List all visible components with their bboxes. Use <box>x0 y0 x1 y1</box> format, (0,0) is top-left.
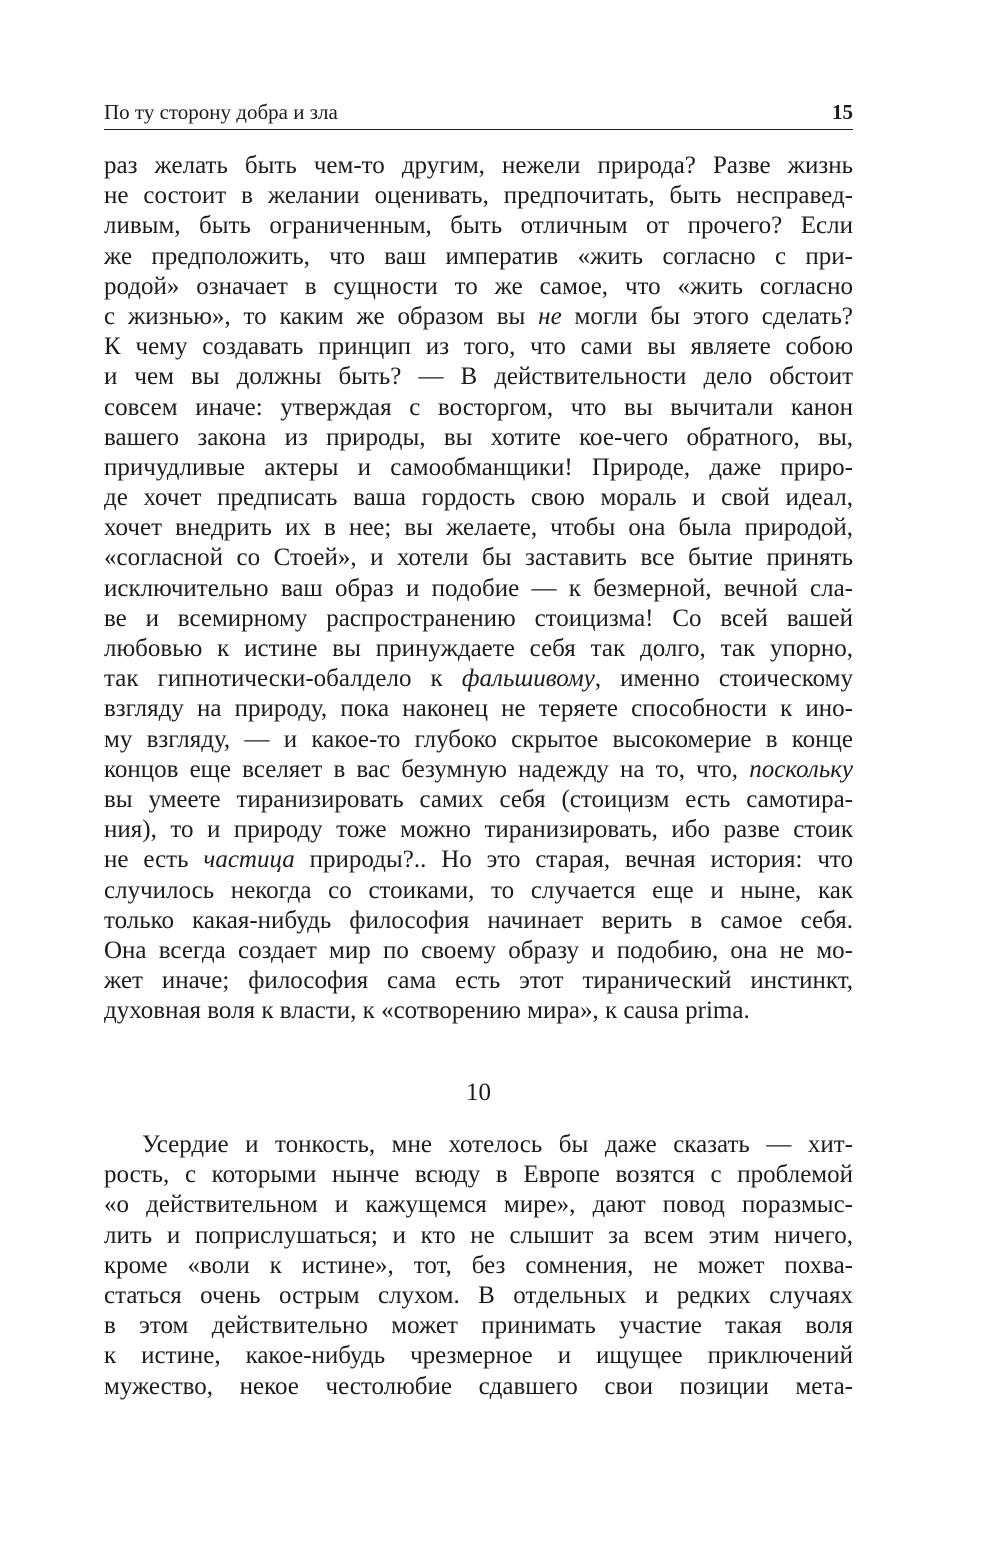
text-line <box>104 664 853 694</box>
text-line: родой» означает в сущности то же самое, что «жить согласно <box>104 272 853 300</box>
text-line: рость, с которыми нынче всюду в Европе возятся с проблемой <box>104 1161 853 1189</box>
text-line: де хочет предписать ваша гордость свою мораль и свой идеал, <box>104 484 853 512</box>
text-line: ния), то и природу тоже можно тиранизировать, ибо разве стоик <box>104 816 853 844</box>
text-line: вашего закона из природы, вы хотите кое-чего обратного, вы, <box>104 423 853 451</box>
text-segment: природы?.. Но это старая, вечная история: что <box>294 846 853 874</box>
emphasis-text: частица <box>203 846 295 874</box>
text-line: любовью к истине вы принуждаете себя так долго, так упорно, <box>104 635 853 662</box>
text-line: причудливые актеры и самообманщики! Природе, даже приро- <box>104 453 853 481</box>
text-line: вы умеете тиранизировать самих себя (стоицизм есть самотира- <box>104 785 853 813</box>
emphasis-text: не <box>538 302 562 330</box>
text-line: хочет внедрить их в нее; вы желаете, чтобы она была природой, <box>104 514 853 542</box>
text-line: ливым, быть ограниченным, быть отличным от прочего? Если <box>104 212 853 240</box>
text-line: ве и всемирному распространению стоицизма! Со всей вашей <box>104 604 853 632</box>
text-line: лить и поприслушаться; и кто не слышит за всем этим ничего, <box>104 1221 853 1249</box>
text-line: му взгляду, — и какое-то глубоко скрытое высокомерие в конце <box>104 725 853 753</box>
text-line: исключительно ваш образ и подобие — к безмерной, вечной сла- <box>104 574 853 602</box>
running-header <box>104 98 853 130</box>
text-line: в этом действительно может принимать участие такая воля <box>104 1312 853 1340</box>
text-line: К чему создавать принцип из того, что сами вы являете собою <box>104 333 853 361</box>
text-line <box>104 302 853 332</box>
text-line <box>104 755 853 785</box>
text-line: не состоит в желании оценивать, предпочитать, быть несправед- <box>104 182 853 210</box>
text-line: только какая-нибудь философия начинает верить в самое себя. <box>104 906 853 934</box>
text-line: «согласной со Стоей», и хотели бы заставить все бытие принять <box>104 544 853 572</box>
text-segment: , именно стоическому <box>594 665 853 693</box>
text-segment: концов еще вселяет в вас безумную надежду на то, что, <box>104 755 750 783</box>
running-title: По ту сторону добра и зла <box>104 100 338 124</box>
text-line: случилось некогда со стоиками, то случается еще и ныне, как <box>104 876 853 904</box>
emphasis-text: фальшивому <box>461 665 595 693</box>
text-line: Она всегда создает мир по своему образу и подобию, она не мо- <box>104 936 853 964</box>
text-line <box>104 845 853 875</box>
text-line: взгляду на природу, пока наконец не теряете способности к ино- <box>104 695 853 723</box>
text-line: к истине, какое-нибудь чрезмерное и ищущее приключений <box>104 1342 853 1370</box>
text-line: раз желать быть чем-то другим, нежели природа? Разве жизнь <box>104 152 853 179</box>
emphasis-text: поскольку <box>749 755 853 783</box>
text-line: же предположить, что ваш императив «жить согласно с при- <box>104 242 853 270</box>
section-number: 10 <box>466 1079 491 1106</box>
text-segment: с жизнью», то каким же образом вы <box>104 302 539 330</box>
text-line: жет иначе; философия сама есть этот тиранический инстинкт, <box>104 967 853 995</box>
text-line: Усердие и тонкость, мне хотелось бы даже сказать — хит- <box>142 1131 853 1158</box>
paragraph-section-10 <box>104 1130 853 1402</box>
text-line: статься очень острым слухом. В отдельных и редких случаях <box>104 1281 853 1309</box>
text-line: мужество, некое честолюбие сдавшего свои позиции мета- <box>104 1372 853 1400</box>
text-line: кроме «воли к истине», тот, без сомнения, не может похва- <box>104 1251 853 1279</box>
text-segment: так гипнотически-обалдело к <box>104 665 462 693</box>
page-number: 15 <box>832 100 853 124</box>
text-line: и чем вы должны быть? — В действительности дело обстоит <box>104 363 853 391</box>
paragraph-continued <box>104 151 853 1026</box>
text-line: «о действительном и кажущемся мире», дают повод поразмыс- <box>104 1191 853 1219</box>
text-line: духовная воля к власти, к «сотворению мира», к causa prima. <box>104 997 750 1025</box>
text-segment: могли бы этого сделать? <box>561 302 853 330</box>
text-segment: не есть <box>104 846 204 874</box>
text-line: совсем иначе: утверждая с восторгом, что вы вычитали канон <box>104 393 853 421</box>
